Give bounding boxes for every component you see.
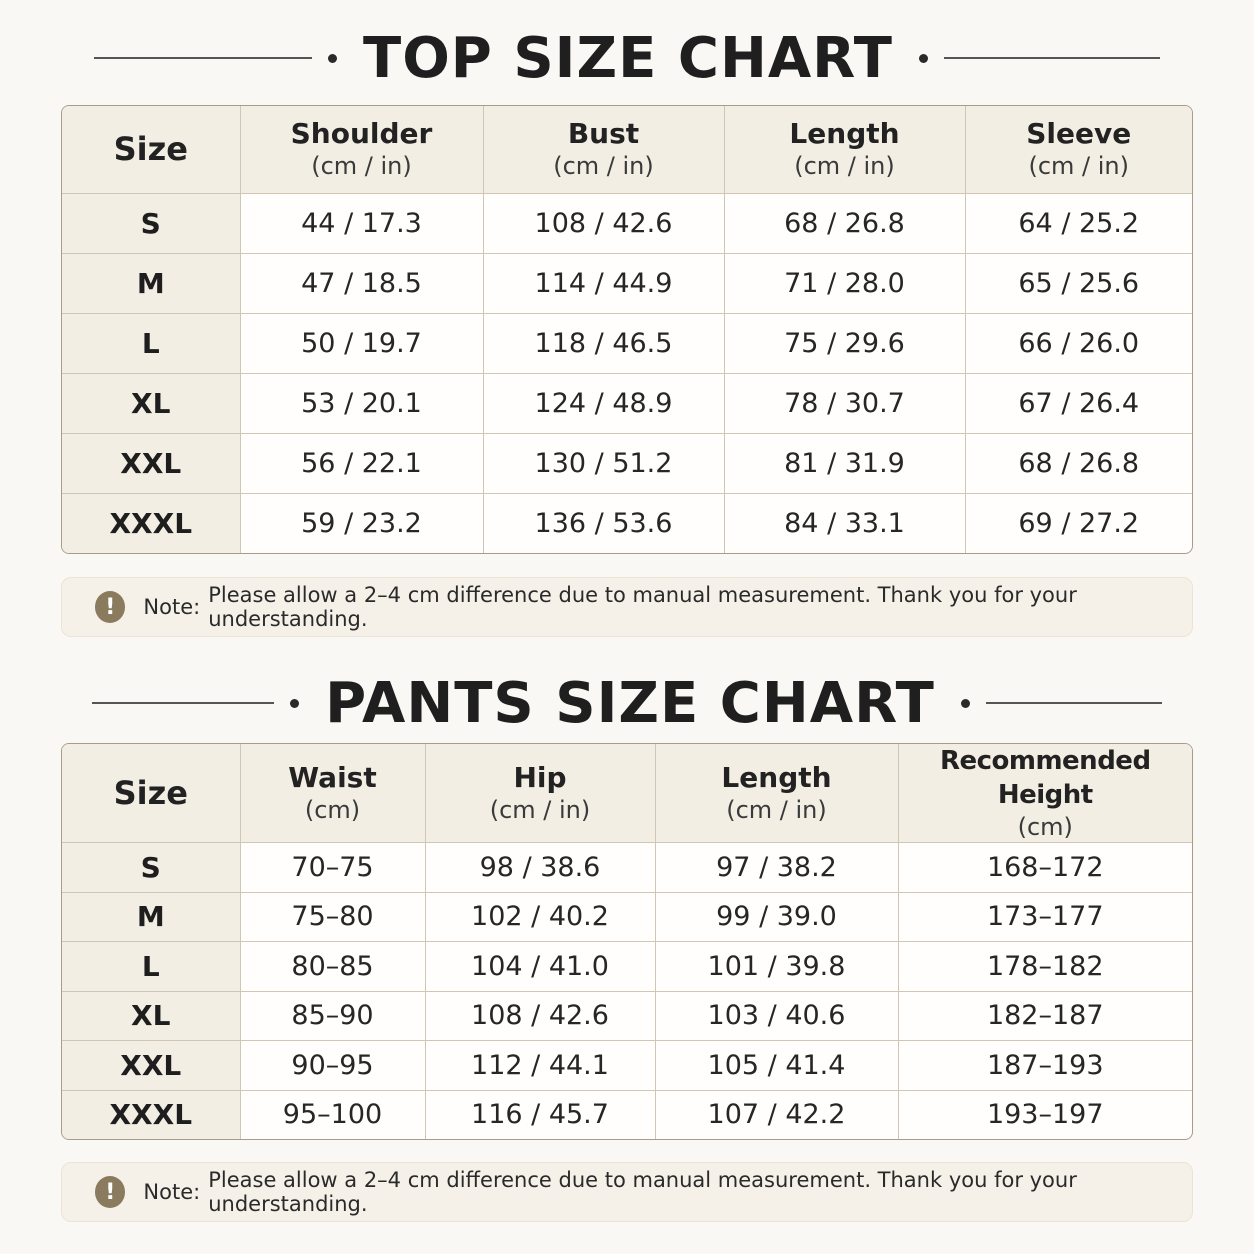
title-dot-right: [961, 699, 970, 708]
table-cell: 75–80: [240, 892, 425, 942]
table-header-row: [62, 106, 1192, 193]
table-cell: 75 / 29.6: [724, 313, 965, 373]
title-dot-left: [290, 699, 299, 708]
table-cell: 107 / 42.2: [655, 1090, 898, 1139]
size-cell: XXL: [62, 434, 240, 494]
title-divider-left: [92, 702, 274, 704]
table-cell: 47 / 18.5: [240, 253, 483, 313]
table-cell: 44 / 17.3: [240, 193, 483, 253]
table-row: [62, 494, 1192, 553]
size-cell: XL: [62, 373, 240, 433]
top-title-row: [0, 22, 1254, 94]
pants-note-banner: [61, 1162, 1193, 1222]
table-cell: 90–95: [240, 1041, 425, 1091]
exclamation-icon: !: [95, 1176, 125, 1208]
table-cell: 99 / 39.0: [655, 892, 898, 942]
table-cell: 68 / 26.8: [724, 193, 965, 253]
table-cell: 64 / 25.2: [965, 193, 1192, 253]
size-cell: S: [62, 193, 240, 253]
table-cell: 124 / 48.9: [483, 373, 724, 433]
header-bust: Bust (cm / in): [483, 106, 724, 193]
table-cell: 84 / 33.1: [724, 494, 965, 553]
table-cell: 70–75: [240, 843, 425, 893]
size-cell: L: [62, 313, 240, 373]
table-cell: 59 / 23.2: [240, 494, 483, 553]
table-cell: 71 / 28.0: [724, 253, 965, 313]
table-row: [62, 892, 1192, 942]
table-cell: 136 / 53.6: [483, 494, 724, 553]
table-cell: 101 / 39.8: [655, 942, 898, 992]
title-divider-right: [944, 57, 1160, 59]
title-dot-right: [919, 54, 928, 63]
header-length: Length (cm / in): [724, 106, 965, 193]
table-cell: 102 / 40.2: [425, 892, 655, 942]
note-text: Please allow a 2–4 cm difference due to manual measurement. Thank you for your understanding.: [208, 1168, 1077, 1216]
table-cell: 173–177: [898, 892, 1192, 942]
table-row: [62, 373, 1192, 433]
header-size: Size: [62, 106, 240, 193]
table-cell: 103 / 40.6: [655, 991, 898, 1041]
header-sleeve: Sleeve (cm / in): [965, 106, 1192, 193]
header-hip: Hip (cm / in): [425, 744, 655, 843]
table-cell: 95–100: [240, 1090, 425, 1139]
size-cell: XXL: [62, 1041, 240, 1091]
table-cell: 68 / 26.8: [965, 434, 1192, 494]
table-cell: 116 / 45.7: [425, 1090, 655, 1139]
title-divider-right: [986, 702, 1162, 704]
table-cell: 108 / 42.6: [425, 991, 655, 1041]
table-row: [62, 434, 1192, 494]
table-cell: 53 / 20.1: [240, 373, 483, 433]
table-row: [62, 942, 1192, 992]
table-cell: 118 / 46.5: [483, 313, 724, 373]
table-row: [62, 193, 1192, 253]
top-size-table: [61, 105, 1193, 554]
table-row: [62, 1090, 1192, 1139]
table-row: [62, 253, 1192, 313]
table-cell: 50 / 19.7: [240, 313, 483, 373]
note-label: Note:: [143, 595, 201, 619]
size-cell: M: [62, 892, 240, 942]
pants-title-row: [0, 667, 1254, 739]
table-cell: 193–197: [986, 1099, 1104, 1131]
table-cell: 66 / 26.0: [965, 313, 1192, 373]
table-cell: 67 / 26.4: [965, 373, 1192, 433]
table-cell: 104 / 41.0: [425, 942, 655, 992]
note-label: Note:: [143, 1180, 201, 1204]
title-divider-left: [94, 57, 312, 59]
table-row: [62, 843, 1192, 893]
table-row: [62, 1041, 1192, 1091]
size-cell: S: [62, 843, 240, 893]
top-chart-title: TOP SIZE CHART: [363, 25, 893, 91]
size-cell: L: [62, 942, 240, 992]
table-cell: 114 / 44.9: [483, 253, 724, 313]
size-cell: M: [62, 253, 240, 313]
pants-chart-title: PANTS SIZE CHART: [325, 670, 935, 736]
table-cell: 187–193: [898, 1041, 1192, 1091]
header-length: Length (cm / in): [655, 744, 898, 843]
table-cell: 108 / 42.6: [483, 193, 724, 253]
table-cell: 56 / 22.1: [240, 434, 483, 494]
table-cell: 105 / 41.4: [655, 1041, 898, 1091]
note-text: Please allow a 2–4 cm difference due to manual measurement. Thank you for your understanding.: [208, 583, 1077, 631]
table-cell: 65 / 25.6: [965, 253, 1192, 313]
table-header-row: [62, 744, 1192, 843]
table-cell: 112 / 44.1: [425, 1041, 655, 1091]
top-note-banner: [61, 577, 1193, 637]
table-cell: 69 / 27.2: [1018, 508, 1140, 540]
exclamation-icon: !: [95, 591, 125, 623]
table-cell: 168–172: [898, 843, 1192, 893]
header-waist: Waist (cm): [240, 744, 425, 843]
pants-size-table: [61, 743, 1193, 1140]
table-cell: 78 / 30.7: [724, 373, 965, 433]
size-cell: XL: [62, 991, 240, 1041]
table-cell: 81 / 31.9: [724, 434, 965, 494]
header-size: Size: [62, 744, 240, 843]
table-cell: 85–90: [240, 991, 425, 1041]
header-shoulder: Shoulder (cm / in): [240, 106, 483, 193]
table-cell: 97 / 38.2: [655, 843, 898, 893]
table-cell: 182–187: [898, 991, 1192, 1041]
table-row: [62, 313, 1192, 373]
table-row: [62, 991, 1192, 1041]
table-cell: 80–85: [240, 942, 425, 992]
size-cell: XXXL: [62, 494, 240, 553]
table-cell: 98 / 38.6: [425, 843, 655, 893]
title-dot-left: [328, 54, 337, 63]
table-cell: 130 / 51.2: [483, 434, 724, 494]
header-recommended-height: Recommended Height (cm): [898, 744, 1192, 843]
size-cell: XXXL: [62, 1090, 240, 1139]
table-cell: 178–182: [898, 942, 1192, 992]
